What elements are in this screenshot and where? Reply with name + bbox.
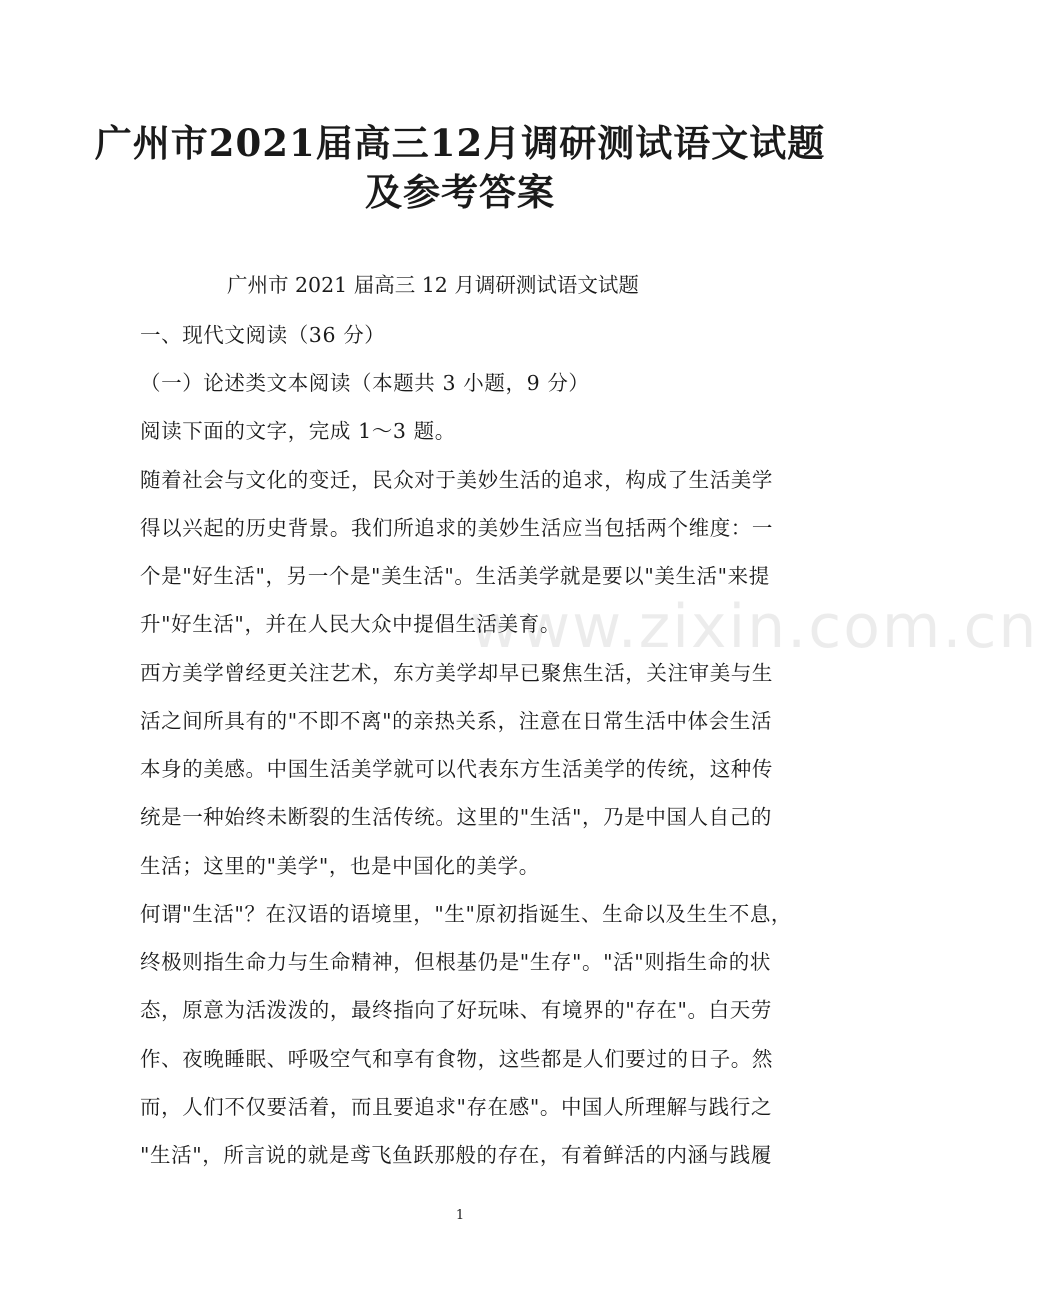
passage-line: 而，人们不仅要活着，而且要追求"存在感"。中国人所理解与践行之 — [140, 1095, 772, 1119]
passage-line: 西方美学曾经更关注艺术，东方美学却早已聚焦生活，关注审美与生 — [140, 661, 773, 685]
reading-instruction: 阅读下面的文字，完成 1～3 题。 — [140, 419, 456, 443]
passage-line: 个是"好生活"，另一个是"美生活"。生活美学就是要以"美生活"来提 — [140, 564, 770, 588]
document-title-line-2: 及参考答案 — [365, 170, 555, 214]
passage-line: 终极则指生命力与生命精神，但根基仍是"生存"。"活"则指生命的状 — [140, 950, 771, 974]
passage-line: 随着社会与文化的变迁，民众对于美妙生活的追求，构成了生活美学 — [140, 468, 773, 492]
exam-subtitle: 广州市 2021 届高三 12 月调研测试语文试题 — [227, 273, 639, 297]
passage-line: 统是一种始终未断裂的生活传统。这里的"生活"，乃是中国人自己的 — [140, 805, 772, 829]
passage-line: "生活"，所言说的就是鸢飞鱼跃那般的存在，有着鲜活的内涵与践履 — [140, 1143, 772, 1167]
passage-line: 何谓"生活"？在汉语的语境里，"生"原初指诞生、生命以及生生不息， — [140, 902, 793, 926]
passage-line: 活之间所具有的"不即不离"的亲热关系，注意在日常生活中体会生活 — [140, 709, 772, 733]
passage-line: 得以兴起的历史背景。我们所追求的美妙生活应当包括两个维度：一 — [140, 516, 773, 540]
document-title-line-1: 广州市2021届高三12月调研测试语文试题 — [94, 121, 826, 165]
subsection-heading: （一）论述类文本阅读（本题共 3 小题，9 分） — [140, 371, 590, 395]
passage-line: 生活；这里的"美学"，也是中国化的美学。 — [140, 854, 540, 878]
section-heading: 一、现代文阅读（36 分） — [140, 323, 386, 347]
page-number: 1 — [455, 1208, 465, 1223]
passage-line: 本身的美感。中国生活美学就可以代表东方生活美学的传统，这种传 — [140, 757, 773, 781]
passage-line: 态，原意为活泼泼的，最终指向了好玩味、有境界的"存在"。白天劳 — [140, 998, 772, 1022]
watermark: www.zixin.com.cn — [470, 592, 1038, 662]
passage-line: 升"好生活"，并在人民大众中提倡生活美育。 — [140, 612, 561, 636]
passage-line: 作、夜晚睡眠、呼吸空气和享有食物，这些都是人们要过的日子。然 — [140, 1047, 773, 1071]
